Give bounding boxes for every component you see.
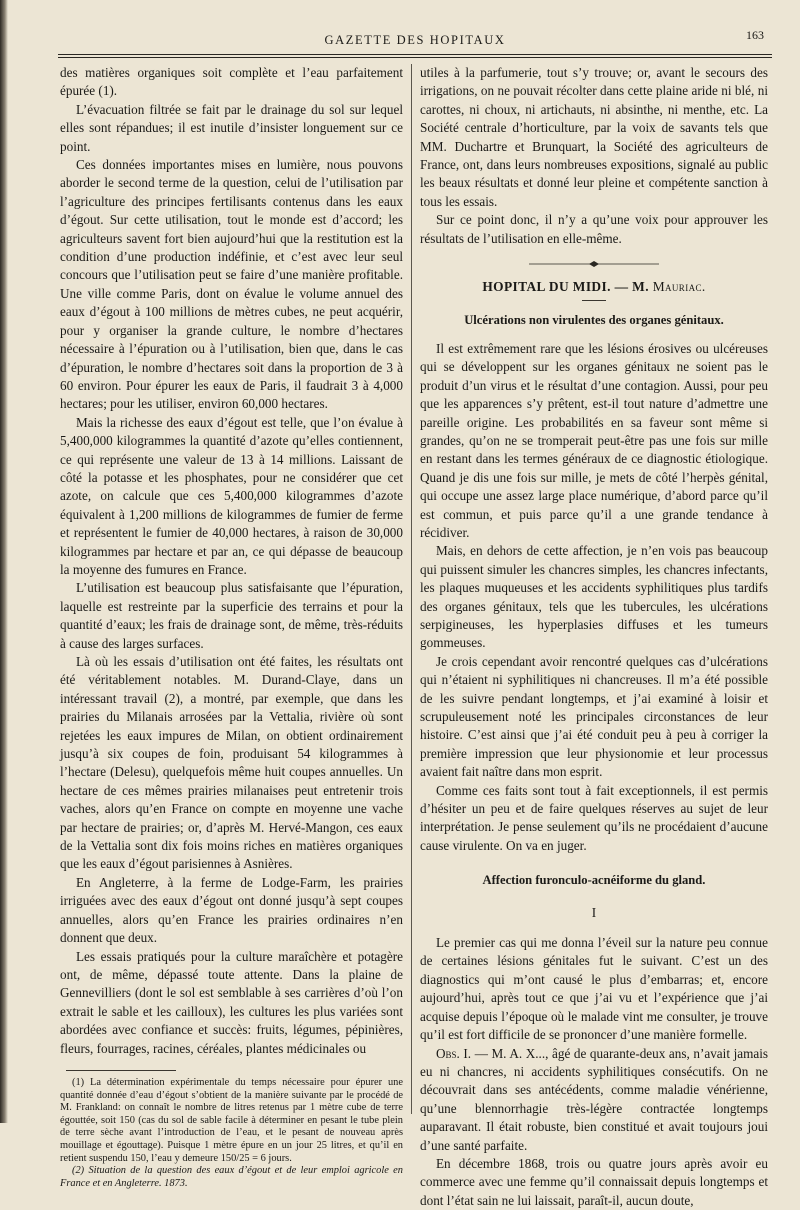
section-title: Affection furonculo-acnéiforme du gland. — [482, 873, 706, 888]
hospital-title: HOPITAL DU MIDI. — M. — [482, 279, 649, 295]
journal-title: GAZETTE DES HOPITAUX — [324, 33, 506, 47]
ornamental-separator — [529, 260, 659, 268]
paragraph: Mais, en dehors de cette affection, je n’en vois pas beaucoup qui puissent simuler les chancres simples, les chancres infectants, les plaques muqueuses et les accidents syphilitiques plus tardifs des organes génitaux, tels que les tubercules, les ulcérations serpigineuses, les hyperplasies diffuses et les tumeurs gommeuses. — [420, 543, 768, 651]
paragraph: Je crois cependant avoir rencontré quelques cas d’ulcérations qui n’étaient ni syphilitiques ni chancreuses. Il m’a été possible de les suivre pendant longtemps, et j’ai examiné à loisir et scrupuleusement noté les principales circonstances de leur histoire. C’est ainsi que j’ai été conduit peu à peu à corriger la première impression que leur physionomie et leur processus avaient fait naître dans mon esprit. — [420, 653, 768, 780]
section-title: Ulcérations non virulentes des organes génitaux. — [464, 313, 724, 328]
paragraph: En décembre 1868, trois ou quatre jours après avoir eu commerce avec une femme qu’il connaissait depuis longtemps et dont l’état sain ne lui laissait, paraît-il, aucun doute, — [420, 1155, 768, 1208]
roman-numeral: I — [591, 904, 597, 920]
header-rule-thin — [58, 57, 772, 58]
paragraph: L’évacuation filtrée se fait par le drainage du sol sur lequel elles sont répandues; il est inutile d’insister longuement sur ce point. — [60, 101, 403, 154]
paragraph: L’utilisation est beaucoup plus satisfaisante que l’épuration, laquelle est restreinte par la superficie des terrains et pour la quantité d’eaux; les frais de drainage sont, de même, très-réduits à cause des larges surfaces. — [60, 580, 403, 651]
footnote — [60, 1165, 403, 1190]
right-column — [420, 64, 768, 1210]
paragraph: En Angleterre, à la ferme de Lodge-Farm, les prairies irriguées avec des eaux d’égout ont donné jusqu’à sept coupes annuelles, alors qu’en France les prairies ordinaires n’en donnent que deux. — [60, 874, 403, 946]
footnote: (1) La détermination expérimentale du temps nécessaire pour épurer une quantité donnée d’eau d’égout s’obtient de la manière suivante par le procédé de M. Frankland: on connaît le nombre de litres retenus par 1 mètre cube de terre égouttée, soit 150 (cas du sol de sable facile à déterminer en pesant le tube plein de terre sèche avant l’introduction de l’eau, et le pesant de nouveau après mouillage et égouttage). Puisque 1 mètre épure en un jour 25 litres, et qu’il en retient suspendu 150, l’eau y demeure 150/25 = 6 jours. — [60, 1076, 403, 1164]
paragraph: Ces données importantes mises en lumière, nous pouvons aborder le second terme de la question, celui de l’utilisation par l’agriculture des principes fertilisants contenus dans les eaux d’égout. Sur cette utilisation, tout le monde est d’accord; les agriculteurs savent fort bien aujourd’hui que la restitution est la condition d’une production indéfinie, et c’est avec leur seul concours que l’utilisation peut se faire d’une manière profitable. Une ville comme Paris, dont on évalue le volume annuel des eaux d’égout à 100 millions de mètres cubes, ne peut acquérir, pour y organiser la grande culture, le nombre d’hectares nécessaire à l’épuration ou à l’utilisation, bien que, dans le cas d’épuration, le nombre d’hectares soit dans la proportion de 3 à 60 environ. Pour épurer les eaux de Paris, il faudrait 3 à 4,000 hectares; pour les utiliser, environ 60,000 hectares. — [60, 157, 403, 412]
binding-edge — [0, 0, 8, 1123]
short-rule — [582, 300, 606, 301]
footnote-italic: (2) Situation de la question des eaux d’égout et de leur emploi agricole en France et en Angleterre. 1873. — [60, 1165, 403, 1189]
paragraph: utiles à la parfumerie, tout s’y trouve; or, avant le secours des irrigations, on ne pouvait récolter dans cette plaine aride ni blé, ni carottes, ni choux, ni artichauts, ni absinthe, ni menthe, etc. La Société centrale d’horticulture, par la voix de savants tels que MM. Duchartre et Brunquart, la Société des agriculteurs de France, ont, dans leurs nombreuses expositions, signalé au public les beaux résultats et donné leur pleine et compétente sanction à tous les essais. — [420, 65, 768, 209]
paragraph: des matières organiques soit complète et l’eau parfaitement épurée (1). — [60, 65, 403, 99]
observation-paragraph — [420, 1045, 768, 1155]
page-number: 163 — [746, 28, 764, 42]
hospital-heading — [420, 278, 768, 296]
paragraph: Les essais pratiqués pour la culture maraîchère et potagère ont, de même, dépassé toute attente. Dans la plaine de Gennevilliers (dont le sol est semblable à ses carrières d’où l’on extrait le sable et les cailloux), les cultures les plus variées sont abordées avec confiance et succès: fruits, légumes, pépinières, fleurs, fourrages, racines, céréales, plantes médicinales ou — [60, 948, 403, 1056]
paragraph: Il est extrêmement rare que les lésions érosives ou ulcéreuses qui se développent sur les organes génitaux ne soient pas le produit d’un virus et le résultat d’une contagion. Aussi, pour peu que les apparences s’y prêtent, est-il tout nature d’admettre une pareille origine. Les probabilités en sa faveur sont même si grandes, qu’on ne se tromperait peut-être pas une fois sur mille en restant dans les termes généraux de ce diagnostic étiologique. Quand je dis une fois sur mille, je mets de côté l’herpès génital, qui occupe une assez large place numérique, d’abord parce qu’il est commun, et puis parce qu’il a une grande tendance à récidiver. — [420, 340, 768, 540]
paragraph: Le premier cas qui me donna l’éveil sur la nature peu connue de certaines lésions génitales fut le suivant. C’est un des diagnostics qui m’ont causé le plus d’embarras; et, encore aujourd’hui, après tout ce que j’ai vu et l’expérience que j’ai acquise depuis l’époque où le malade vint me consulter, je trouve qu’il est fort difficile de se prononcer d’une manière formelle. — [420, 935, 768, 1043]
page-header — [58, 26, 772, 52]
footnote-rule — [66, 1070, 176, 1071]
hospital-author: Mauriac. — [652, 279, 706, 295]
observation-label: Obs. I. — [436, 1045, 472, 1061]
observation-text: — M. A. X..., âgé de quarante-deux ans, n’avait jamais eu ni chancres, ni accidents syphilitiques consécutifs. On ne découvrait dans ses antécédents, comme maladie vénérienne, qu’une blennorrhagie très-légère contractée longtemps auparavant. Il était robuste, bien constitué et avait toujours joui d’une santé parfaite. — [420, 1045, 768, 1153]
header-rule — [58, 54, 772, 55]
paragraph: Comme ces faits sont tout à fait exceptionnels, il est permis d’hésiter un peu et de faire quelques réserves au sujet de leur interprétation. Je pense seulement qu’ils ne procédaient d’aucune cause virulente. On va en juger. — [420, 782, 768, 853]
paragraph: Mais la richesse des eaux d’égout est telle, que l’on évalue à 5,400,000 kilogrammes la quantité d’azote qu’elles contiennent, ce qui représente une valeur de 13 à 14 millions. Laissant de côté la potasse et les phosphates, pour ne considérer que cet azote, on calcule que ces 5,400,000 kilogrammes d’azote équivalent à 1,200 millions de kilogrammes de fumier de ferme et représentent le fumier de 40,000 hectares, à raison de 30,000 kilogrammes par hectare et par an, ce qui dépasse de beaucoup la moyenne des fumures en France. — [60, 414, 403, 577]
paragraph: Là où les essais d’utilisation ont été faites, les résultats ont été véritablement notables. M. Durand-Claye, dans un intéressant travail (2), a montré, par exemple, que dans les prairies du Milanais arrosées par la Vettalia, rivière où sont rejetées les eaux impures de Milan, on obtient ordinairement jusqu’à six coupes de foin, produisant 54 kilogrammes à l’hectare (Delesu), quelquefois même huit coupes annuelles. Un hectare de ces mêmes prairies milanaises peut entretenir trois vaches, alors qu’en France on compte en moyenne une vache par hectare de prairies; or, d’après M. Hervé-Mangon, ces eaux de la Vettalia sont dix fois moins riches en matières organiques que les eaux d’égout parisiennes à Asnières. — [60, 654, 403, 872]
left-column — [60, 64, 403, 1190]
paragraph: Sur ce point donc, il n’y a qu’une voix pour approuver les résultats de l’utilisation en elle-même. — [420, 212, 768, 246]
column-divider — [411, 64, 412, 1114]
